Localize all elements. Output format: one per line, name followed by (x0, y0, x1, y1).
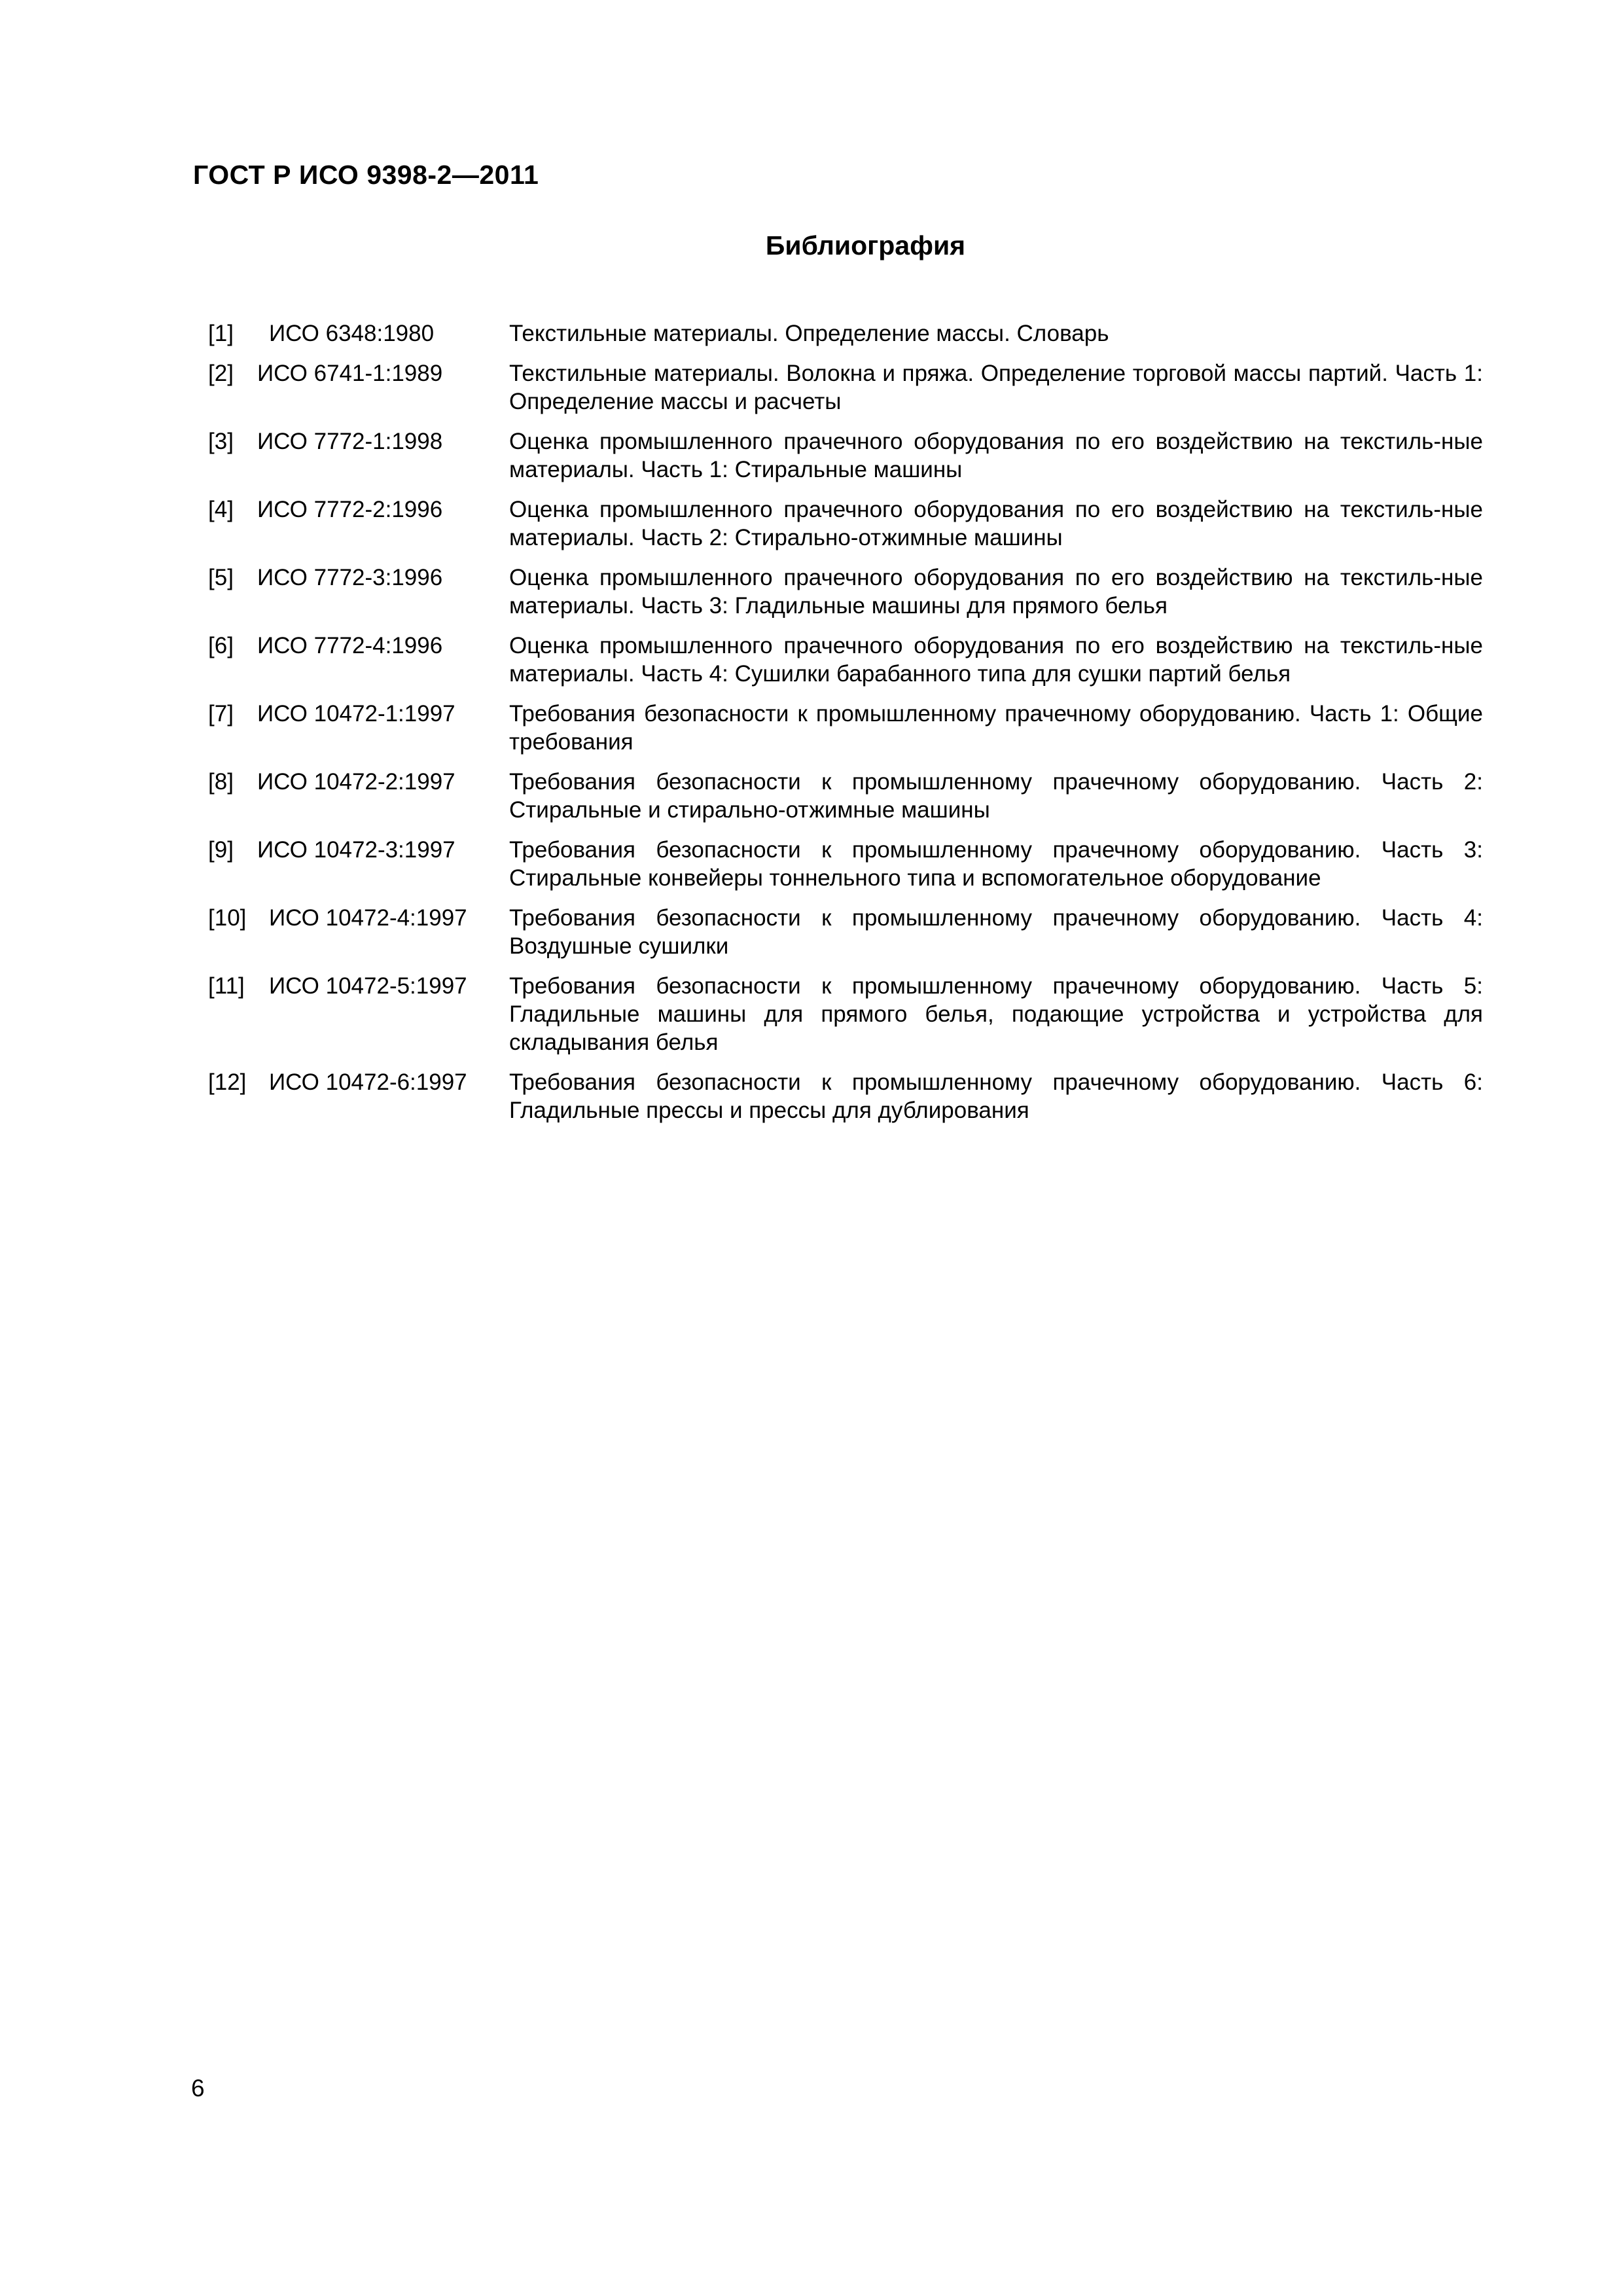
page-number: 6 (191, 2075, 205, 2102)
entry-title: Оценка промышленного прачечного оборудования по его воздействию на текстиль-ные материалы. Часть 2: Стирально-отжимные машины (509, 497, 1483, 550)
entry-number: [1] (208, 321, 234, 346)
entry-number: [5] (208, 565, 234, 590)
entry-standard: ИСО 7772-2:1996 (257, 497, 443, 522)
entry-number: [4] (208, 497, 234, 522)
entry-number: [2] (208, 361, 234, 386)
entry-title: Требования безопасности к промышленному прачечному оборудованию. Часть 3: Стиральные конвейеры тоннельного типа и вспомогательное оборудование (509, 837, 1483, 891)
entry-standard: ИСО 10472-2:1997 (257, 769, 455, 795)
entry-standard: ИСО 6741-1:1989 (257, 361, 443, 386)
entry-standard: ИСО 7772-1:1998 (257, 429, 443, 454)
bibliography-entry (208, 972, 1483, 1056)
bibliography-entry (208, 319, 1483, 348)
entry-number: [3] (208, 429, 234, 454)
entry-number: [10] (208, 905, 247, 931)
entry-number: [7] (208, 701, 234, 726)
entry-title: Требования безопасности к промышленному прачечному оборудованию. Часть 2: Стиральные и стирально-отжимные машины (509, 769, 1483, 823)
bibliography-entry (208, 768, 1483, 824)
bibliography-entry (208, 564, 1483, 620)
bibliography-entry (208, 359, 1483, 416)
entry-standard: ИСО 10472-4:1997 (269, 905, 467, 931)
entry-number: [12] (208, 1069, 247, 1095)
bibliography-entry (208, 632, 1483, 688)
bibliography-list (208, 319, 1483, 1136)
bibliography-entry (208, 427, 1483, 484)
entry-title: Требования безопасности к промышленному прачечному оборудованию. Часть 4: Воздушные сушилки (509, 905, 1483, 959)
entry-standard: ИСО 6348:1980 (269, 321, 435, 346)
section-title: Библиография (765, 230, 966, 260)
bibliography-entry (208, 904, 1483, 960)
entry-number: [9] (208, 837, 234, 863)
entry-standard: ИСО 7772-4:1996 (257, 633, 443, 658)
entry-number: [8] (208, 769, 234, 795)
bibliography-entry (208, 1068, 1483, 1124)
entry-standard: ИСО 10472-6:1997 (269, 1069, 467, 1095)
entry-standard: ИСО 10472-3:1997 (257, 837, 455, 863)
bibliography-entry (208, 495, 1483, 552)
entry-title: Текстильные материалы. Определение массы. Словарь (509, 321, 1109, 346)
entry-number: [6] (208, 633, 234, 658)
entry-title: Требования безопасности к промышленному прачечному оборудованию. Часть 6: Гладильные прессы и прессы для дублирования (509, 1069, 1483, 1123)
bibliography-entry (208, 836, 1483, 892)
entry-title: Требования безопасности к промышленному прачечному оборудованию. Часть 1: Общие требования (509, 701, 1483, 755)
entry-standard: ИСО 7772-3:1996 (257, 565, 443, 590)
document-code: ГОСТ Р ИСО 9398-2—2011 (193, 160, 539, 190)
entry-title: Оценка промышленного прачечного оборудования по его воздействию на текстиль-ные материалы. Часть 3: Гладильные машины для прямого белья (509, 565, 1483, 619)
entry-standard: ИСО 10472-5:1997 (269, 973, 467, 999)
entry-standard: ИСО 10472-1:1997 (257, 701, 455, 726)
entry-title: Текстильные материалы. Волокна и пряжа. Определение торговой массы партий. Часть 1: Определение массы и расчеты (509, 361, 1483, 414)
entry-title: Оценка промышленного прачечного оборудования по его воздействию на текстиль-ные материалы. Часть 1: Стиральные машины (509, 429, 1483, 482)
bibliography-entry (208, 700, 1483, 756)
entry-number: [11] (208, 973, 245, 999)
entry-title: Оценка промышленного прачечного оборудования по его воздействию на текстиль-ные материалы. Часть 4: Сушилки барабанного типа для сушки партий белья (509, 633, 1483, 687)
entry-title: Требования безопасности к промышленному прачечному оборудованию. Часть 5: Гладильные машины для прямого белья, подающие устройства и устройства для складывания белья (509, 973, 1483, 1055)
